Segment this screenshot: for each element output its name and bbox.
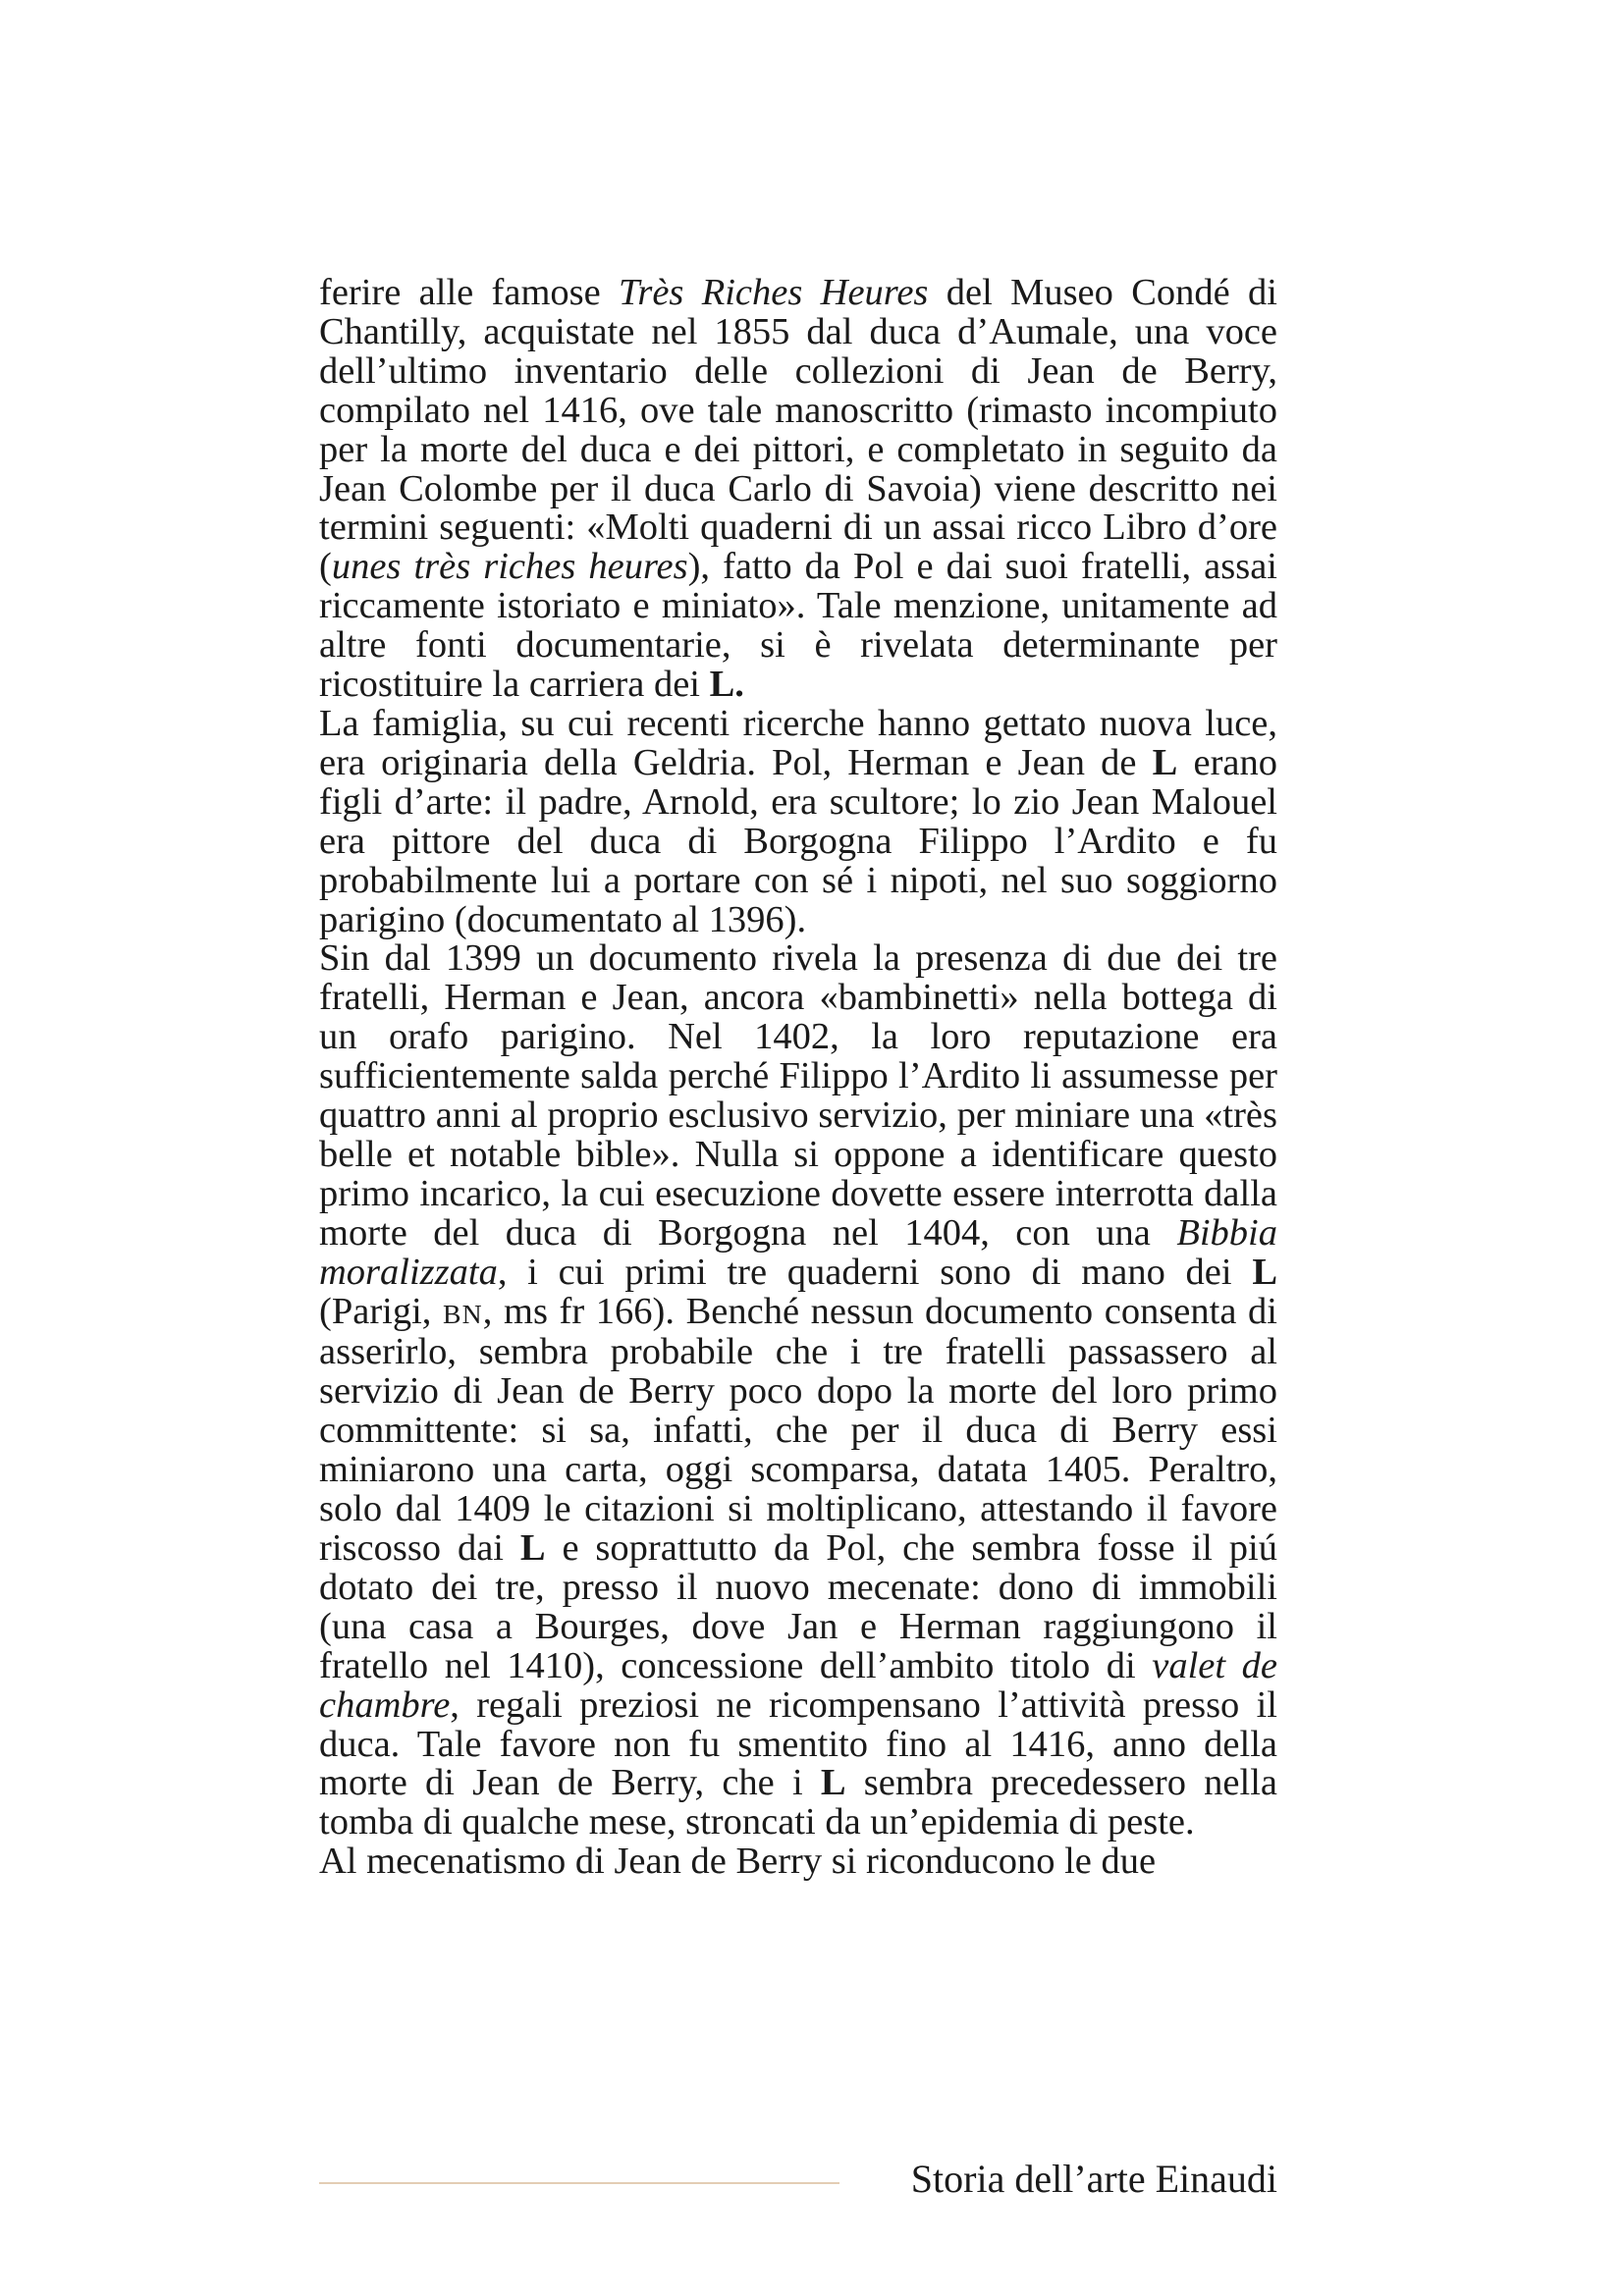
body-text [319,274,1277,1882]
text-run: Sin dal 1399 un documento rivela la presenza di due dei tre fratelli, Herman e Jean, ancora «bambinetti» nella bottega di un orafo parigino. Nel 1402, la loro reputazione era sufficientemente salda perché Filippo l’Ardito li assumesse per quattro anni al proprio esclusivo servizio, per miniare una «très belle et notable bible». Nulla si oppone a identificare questo primo incarico, la cui esecuzione dovette essere interrotta dalla morte del duca di Borgogna nel 1404, con una [319,937,1277,1254]
text-run: , ms fr 166). Benché nessun documento consenta di asserirlo, sembra probabile che i tre fratelli passassero al servizio di Jean de Berry poco dopo la morte del loro primo committente: si sa, infatti, che per il duca di Berry essi miniarono una carta, oggi scomparsa, datata 1405. Peraltro, solo dal 1409 le citazioni si moltiplicano, attestando il favore riscosso dai [319,1290,1277,1569]
italic-quote-unes-tres-riches-heures: unes très riches heures [331,546,688,588]
text-run: , i cui primi tre quaderni sono di mano dei [497,1251,1253,1293]
text-run: erano figli d’arte: il padre, Arnold, era scultore; lo zio Jean Malouel era pittore del duca di Borgogna Filippo l’Ardito e fu probabilmente lui a portare con sé i nipoti, nel suo soggiorno parigino (documentato al 1396). [319,741,1278,940]
paragraph-3 [319,939,1277,1842]
paragraph-1 [319,274,1277,705]
italic-valet-de-chambre: valet de chambre [319,1644,1277,1726]
bold-abbreviation-L: L [820,1762,846,1804]
bold-abbreviation-L: L. [709,664,744,706]
text-run: Al mecenatismo di Jean de Berry si riconducono le due [319,1841,1157,1883]
italic-title-bibbia-moralizzata: Bibbia moralizzata [319,1211,1277,1293]
paragraph-2 [319,702,1278,940]
text-run: (Parigi, [319,1290,444,1332]
bold-abbreviation-L: L [519,1527,546,1569]
text-run: del Museo Condé di Chantilly, acquistate nel 1855 dal duca d’Aumale, una voce dell’ultimo inventario delle collezioni di Jean de Berry, compilato nel 1416, ove tale manoscritto (rimasto incompiuto per la morte del duca e dei pittori, e completato in seguito da Jean Colombe per il duca Carlo di Savoia) viene descritto nei termini seguenti: «Molti quaderni di un assai ricco Libro d’ore ( [319,272,1277,588]
text-run: ), fatto da Pol e dai suoi fratelli, assai riccamente istoriato e miniato». Tale menzione, unitamente ad altre fonti documentarie, si è rivelata determinante per ricostituire la carriera dei [319,546,1277,706]
text-run: e soprattutto da Pol, che sembra fosse il piú dotato dei tre, presso il nuovo mecenate: dono di immobili (una casa a Bourges, dove Jan e Herman raggiungono il fratello nel 1410), concessione dell’ambito titolo di [319,1527,1277,1686]
italic-title-tres-riches-heures: Très Riches Heures [619,272,929,313]
footer-publisher: Storia dell’arte Einaudi [910,2157,1277,2201]
text-run: La famiglia, su cui recenti ricerche hanno gettato nuova luce, era originaria della Geldria. Pol, Herman e Jean de [319,702,1277,783]
text-run: ferire alle famose [319,272,620,313]
text-run: sembra precedessero nella tomba di qualche mese, stroncati da un’epidemia di peste. [319,1762,1278,1843]
footer-divider [319,2182,839,2184]
bold-abbreviation-L: L [1252,1251,1277,1293]
text-run: , regali preziosi ne ricompensano l’attività presso il duca. Tale favore non fu smentito fino al 1416, anno della morte di Jean de Berry, che i [319,1683,1277,1804]
paragraph-4 [319,1842,1277,1882]
small-caps-bn: BN [443,1298,483,1329]
bold-abbreviation-L: L [1152,741,1178,783]
